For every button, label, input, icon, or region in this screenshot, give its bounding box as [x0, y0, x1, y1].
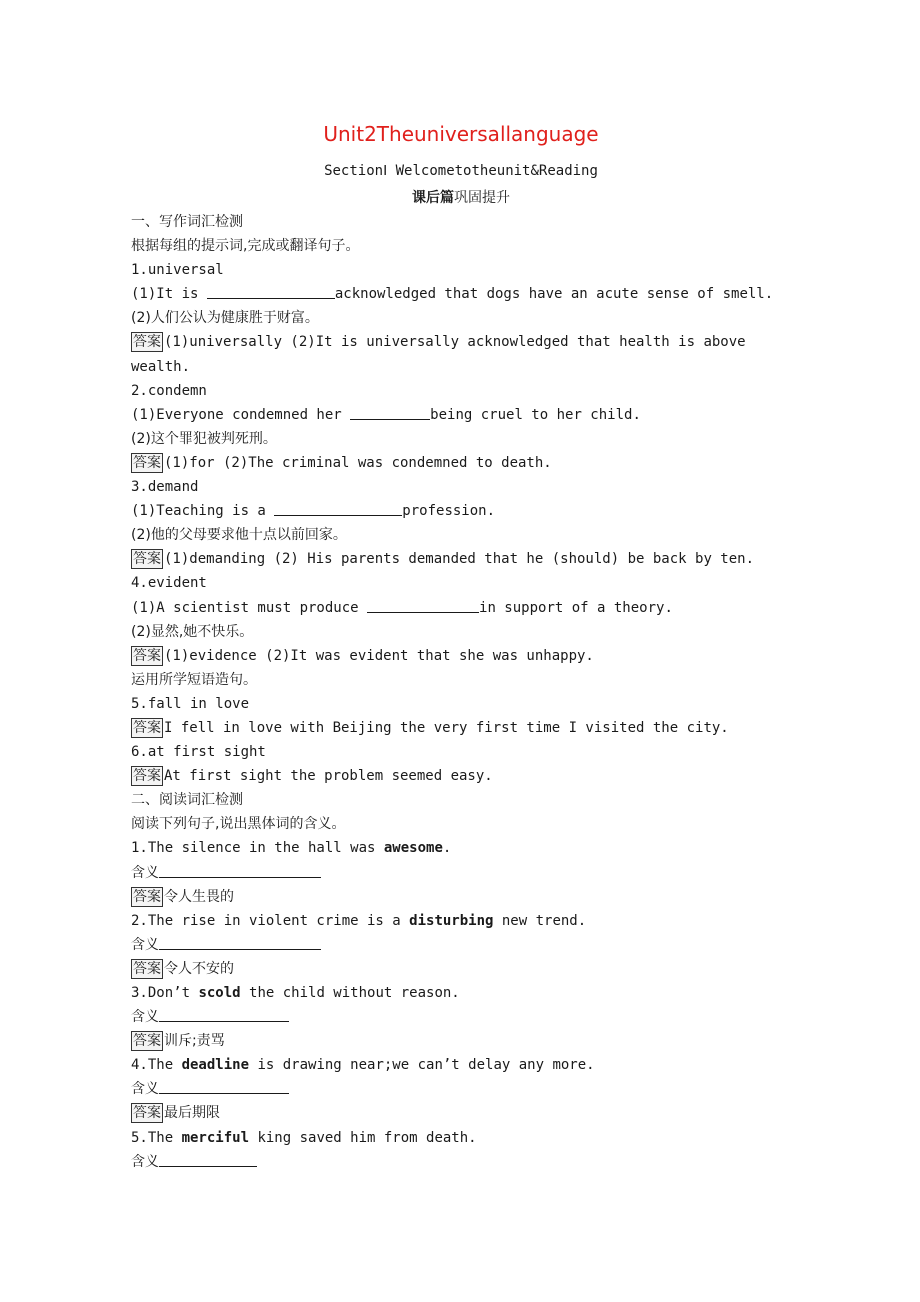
meaning-line: [131, 1077, 791, 1101]
question-text: being cruel to her child.: [430, 406, 641, 423]
practice-heading: [131, 187, 791, 207]
answer-blank: [367, 597, 479, 613]
answer-blank: [207, 283, 335, 299]
meaning-blank: [159, 1006, 289, 1022]
item-word: 3.demand: [131, 479, 199, 496]
answer-line-continued: wealth.: [131, 358, 191, 375]
meaning-blank: [159, 1078, 289, 1094]
answer-tag: 答案: [133, 719, 161, 736]
answer-line: [131, 957, 791, 981]
question-text: acknowledged that dogs have an acute sense of smell.: [334, 286, 774, 303]
meaning-line: [131, 933, 791, 957]
item-word: 4.evident: [131, 575, 207, 592]
answer-tag: 答案: [133, 888, 161, 905]
bold-word: scold: [198, 985, 241, 1001]
answer-tag: 答案: [133, 960, 161, 977]
answer-line: [131, 644, 791, 668]
section-title: SectionⅠ Welcometotheunit&Reading: [324, 163, 598, 179]
answer-line: [131, 885, 791, 909]
sentence-text: new trend.: [493, 912, 587, 929]
sentence-text: 5.The: [131, 1129, 182, 1146]
sentence-text: is drawing near;we can’t delay any more.: [249, 1057, 595, 1074]
answer-line: [131, 547, 791, 571]
question-text: (1)Everyone condemned her: [131, 406, 351, 423]
answer-tag: 答案: [133, 647, 161, 664]
sentence-text: king saved him from death.: [249, 1129, 477, 1146]
fill-question: [131, 499, 791, 523]
meaning-label: 含义: [131, 864, 159, 881]
answer-text: 令人生畏的: [164, 888, 234, 905]
answer-line: [131, 764, 791, 788]
part2-instruction: 阅读下列句子,说出黑体词的含义。: [131, 816, 346, 833]
answer-tag: 答案: [133, 1033, 161, 1050]
answer-text: 最后期限: [164, 1105, 220, 1122]
question-text: (1)A scientist must produce: [131, 599, 368, 616]
sentence-text: 4.The: [131, 1057, 182, 1074]
fill-question: [131, 596, 791, 620]
answer-line: [131, 1101, 791, 1125]
answer-text: 令人不安的: [164, 960, 234, 977]
item-word: 1.universal: [131, 262, 224, 279]
reading-sentence: [131, 1053, 791, 1077]
item-word: 2.condemn: [131, 382, 207, 399]
meaning-line: [131, 1005, 791, 1029]
reading-sentence: [131, 836, 791, 860]
sentence-text: the child without reason.: [240, 985, 460, 1001]
part2-heading: 二、阅读词汇检测: [131, 792, 243, 809]
answer-text: I fell in love with Beijing the very first time I visited the city.: [164, 719, 729, 736]
answer-tag: 答案: [133, 551, 161, 568]
answer-line: [131, 451, 791, 475]
answer-line: [131, 1029, 791, 1053]
meaning-label: 含义: [131, 1153, 159, 1170]
phrase-instruction: 运用所学短语造句。: [131, 671, 257, 688]
answer-tag: 答案: [133, 768, 161, 785]
answer-line: [131, 716, 791, 740]
answer-blank: [350, 404, 430, 420]
translate-question: (2)人们公认为健康胜于财富。: [131, 310, 319, 327]
answer-text: (1)evidence (2)It was evident that she was unhappy.: [164, 647, 594, 664]
meaning-blank: [159, 934, 321, 950]
answer-text: (1)universally (2)It is universally acknowledged that health is above: [164, 334, 746, 351]
sentence-text: .: [442, 840, 452, 857]
practice-heading-rest: 巩固提升: [454, 190, 510, 206]
bold-word: deadline: [181, 1057, 250, 1074]
meaning-line: [131, 861, 791, 885]
answer-tag: 答案: [133, 454, 161, 471]
question-text: (1)It is: [131, 286, 207, 303]
translate-question: (2)这个罪犯被判死刑。: [131, 430, 277, 447]
meaning-blank: [159, 1151, 257, 1167]
bold-word: awesome: [383, 840, 443, 857]
bold-word: disturbing: [409, 912, 494, 929]
meaning-label: 含义: [131, 1009, 159, 1026]
question-text: in support of a theory.: [479, 599, 673, 616]
reading-sentence: [131, 981, 791, 1005]
meaning-label: 含义: [131, 936, 159, 953]
sentence-text: 2.The rise in violent crime is a: [131, 912, 410, 929]
answer-tag: 答案: [133, 1105, 161, 1122]
question-text: profession.: [402, 503, 496, 520]
answer-tag: 答案: [133, 334, 161, 351]
exercise-body: [131, 210, 791, 1174]
reading-sentence: [131, 1126, 791, 1150]
phrase-word: 5.fall in love: [131, 695, 250, 712]
question-text: (1)Teaching is a: [131, 503, 275, 520]
answer-line: [131, 330, 791, 354]
meaning-blank: [159, 862, 321, 878]
answer-blank: [274, 500, 402, 516]
part1-heading: 一、写作词汇检测: [131, 214, 243, 230]
reading-sentence: [131, 909, 791, 933]
translate-question: (2)他的父母要求他十点以前回家。: [131, 527, 347, 544]
bold-word: merciful: [181, 1129, 250, 1146]
phrase-word: 6.at first sight: [131, 744, 266, 761]
meaning-line: [131, 1150, 791, 1174]
sentence-text: 3.Don’t: [131, 985, 199, 1001]
translate-question: (2)显然,她不快乐。: [131, 623, 254, 640]
sentence-text: 1.The silence in the hall was: [131, 840, 384, 857]
part1-instruction: 根据每组的提示词,完成或翻译句子。: [131, 238, 360, 255]
practice-heading-bold: 课后篇: [412, 190, 454, 206]
fill-question: [131, 282, 791, 306]
answer-text: At first sight the problem seemed easy.: [164, 768, 493, 785]
fill-question: [131, 403, 791, 427]
meaning-label: 含义: [131, 1081, 159, 1098]
answer-text: 训斥;责骂: [164, 1033, 225, 1050]
unit-title: Unit2Theuniversallanguage: [323, 122, 599, 146]
answer-text: (1)for (2)The criminal was condemned to death.: [164, 454, 552, 471]
answer-text: (1)demanding (2) His parents demanded that he (should) be back by ten.: [164, 551, 755, 568]
